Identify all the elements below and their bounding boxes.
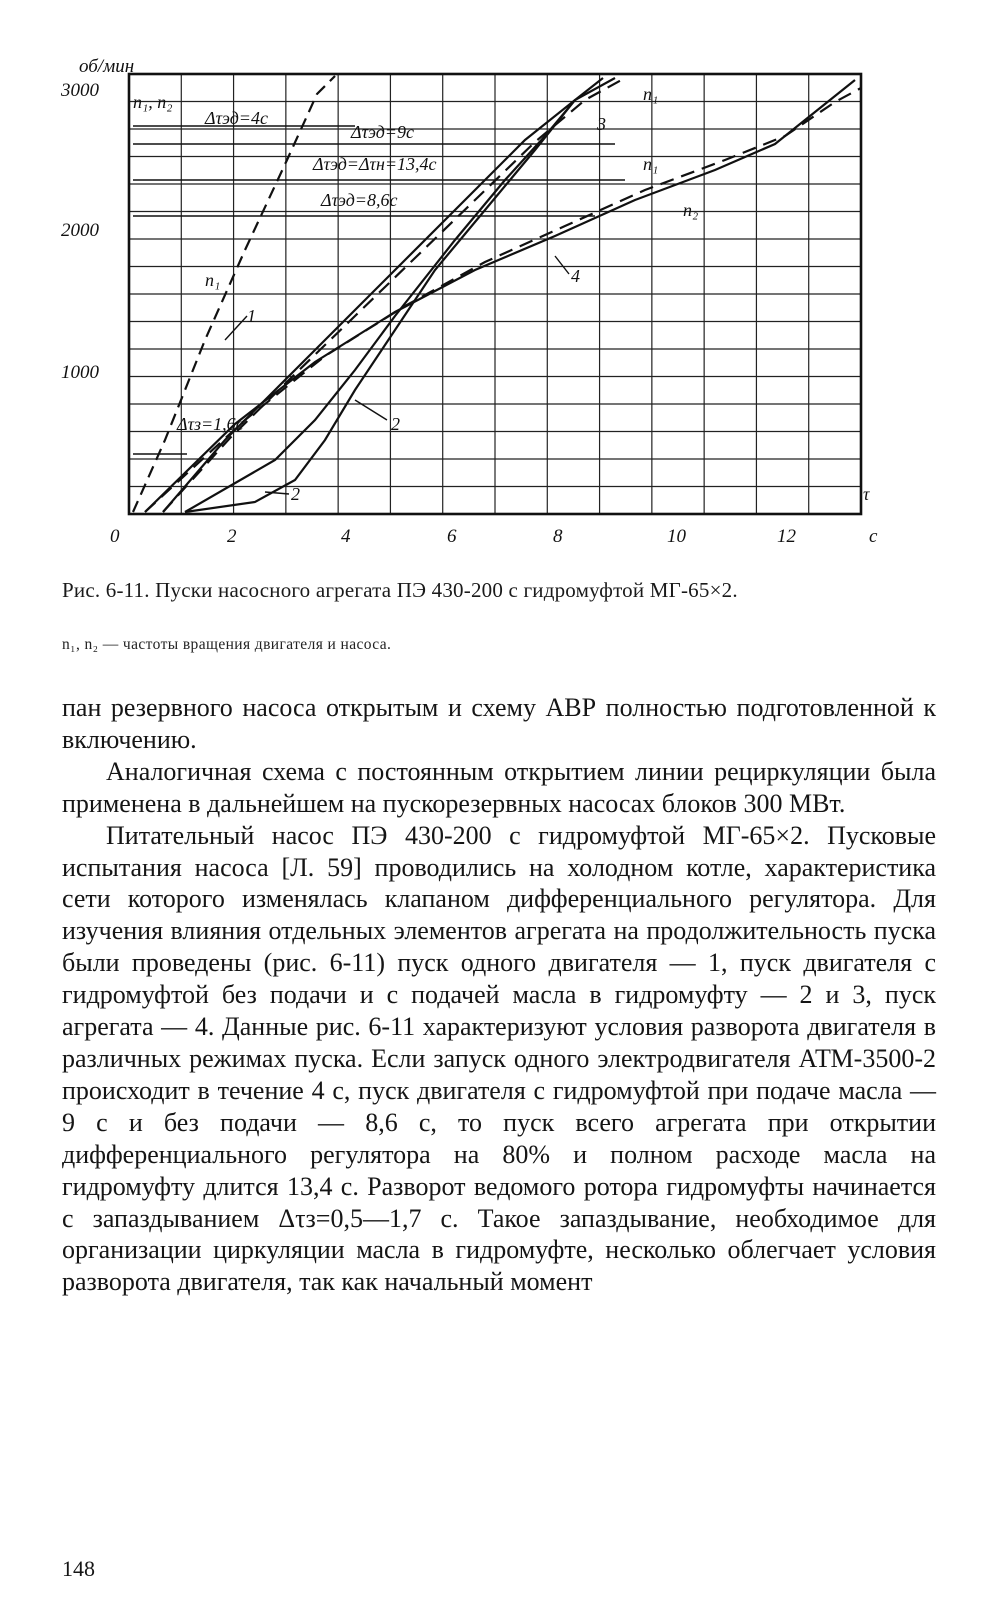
label-curve-2a: 2 xyxy=(391,414,400,434)
paragraph-1: пан резервного насоса открытым и схему АВР полностью подготовленной к включению. xyxy=(62,693,936,754)
x-unit-c: c xyxy=(869,526,878,547)
dimension-arrows xyxy=(133,126,625,494)
label-dt-9c: Δτэд=9с xyxy=(351,122,414,142)
curve-4-n2 xyxy=(145,88,861,512)
legend-n1n2: n₁, n₂ xyxy=(133,92,173,112)
x-tick-2: 2 xyxy=(227,526,237,547)
x-tick-6: 6 xyxy=(447,526,457,547)
label-curve-1: 1 xyxy=(247,306,256,326)
x-tick-10: 10 xyxy=(667,526,686,547)
leader-curve-1 xyxy=(225,316,247,340)
label-dt-1-6c: Δτз=1,6с xyxy=(177,414,244,434)
curve-n2-dashed xyxy=(163,78,625,512)
label-curve-2b: 2 xyxy=(291,484,300,504)
label-dt-4c: Δτэд=4с xyxy=(205,108,268,128)
figure-6-11 xyxy=(55,40,935,570)
paragraph-3: Питательный насос ПЭ 430-200 с гидромуфтой МГ-65×2. Пусковые испытания насоса [Л. 59] проводились на холодном котле, характеристика сети которого изменялась клапаном дифференциального регулятора. Для изучения влияния отдельных элементов агрегата на продолжительность пуска были проведены (рис. 6-11) пуск одного двигателя — 1, пуск двигателя с гидромуфтой без подачи и с подачей масла в гидромуфту — 2 и 3, пуск агрегата — 4. Данные рис. 6-11 характеризуют условия разворота двигателя в различных режимах пуска. Если запуск одного электродвигателя АТМ-3500-2 происходит в течение 4 с, пуск двигателя с гидромуфтой при подаче масла — 9 с и без подачи — 8,6 с, то пуск всего агрегата при открытии дифференциального регулятора на 80% и полном расходе масла на гидромуфту длится 13,4 с. Разворот ведомого ротора гидромуфты начинается с запаздыванием Δτз=0,5—1,7 с. Такое запаздывание, необходимое для организации циркуляции масла в гидромуфте, несколько облегчает условия разворота двигателя, так как начальный момент xyxy=(62,820,936,1297)
label-dt-8-6c: Δτэд=8,6с xyxy=(321,190,398,210)
paragraph-2: Аналогичная схема с постоянным открытием линии рециркуляции была применена в дальнейшем на пускорезервных насосах блоков 300 МВт. xyxy=(62,756,936,818)
chart-svg xyxy=(55,40,935,570)
x-tick-0: 0 xyxy=(110,526,120,547)
leader-curve-4 xyxy=(555,256,569,274)
figure-caption: Рис. 6-11. Пуски насосного агрегата ПЭ 430-200 с гидромуфтой МГ-65×2. xyxy=(62,578,738,602)
label-n2-mid: n₂ xyxy=(683,200,699,220)
label-n1-mid: n₁ xyxy=(643,154,659,174)
leader-curve-2a xyxy=(355,400,387,420)
x-tick-12: 12 xyxy=(777,526,796,547)
y-unit-label: об/мин xyxy=(79,56,135,77)
grid xyxy=(129,74,861,514)
label-curve-3: 3 xyxy=(597,114,606,134)
figure-caption-note: n₁, n₂ — частоты вращения двигателя и насоса. xyxy=(62,636,392,653)
y-tick-3000: 3000 xyxy=(61,80,99,101)
label-dt-13-4c: Δτэд=Δτн=13,4с xyxy=(313,154,437,174)
page-number: 148 xyxy=(62,1556,95,1581)
y-tick-2000: 2000 xyxy=(61,220,99,241)
label-curve-4: 4 xyxy=(571,266,580,286)
label-n1-top: n₁ xyxy=(643,84,659,104)
x-tick-8: 8 xyxy=(553,526,563,547)
y-tick-1000: 1000 xyxy=(61,362,99,383)
curve-4-n1 xyxy=(145,80,855,512)
body-text xyxy=(62,692,936,1298)
label-n1-left: n₁ xyxy=(205,270,221,290)
x-tick-4: 4 xyxy=(341,526,351,547)
label-tau: τ xyxy=(863,484,870,504)
